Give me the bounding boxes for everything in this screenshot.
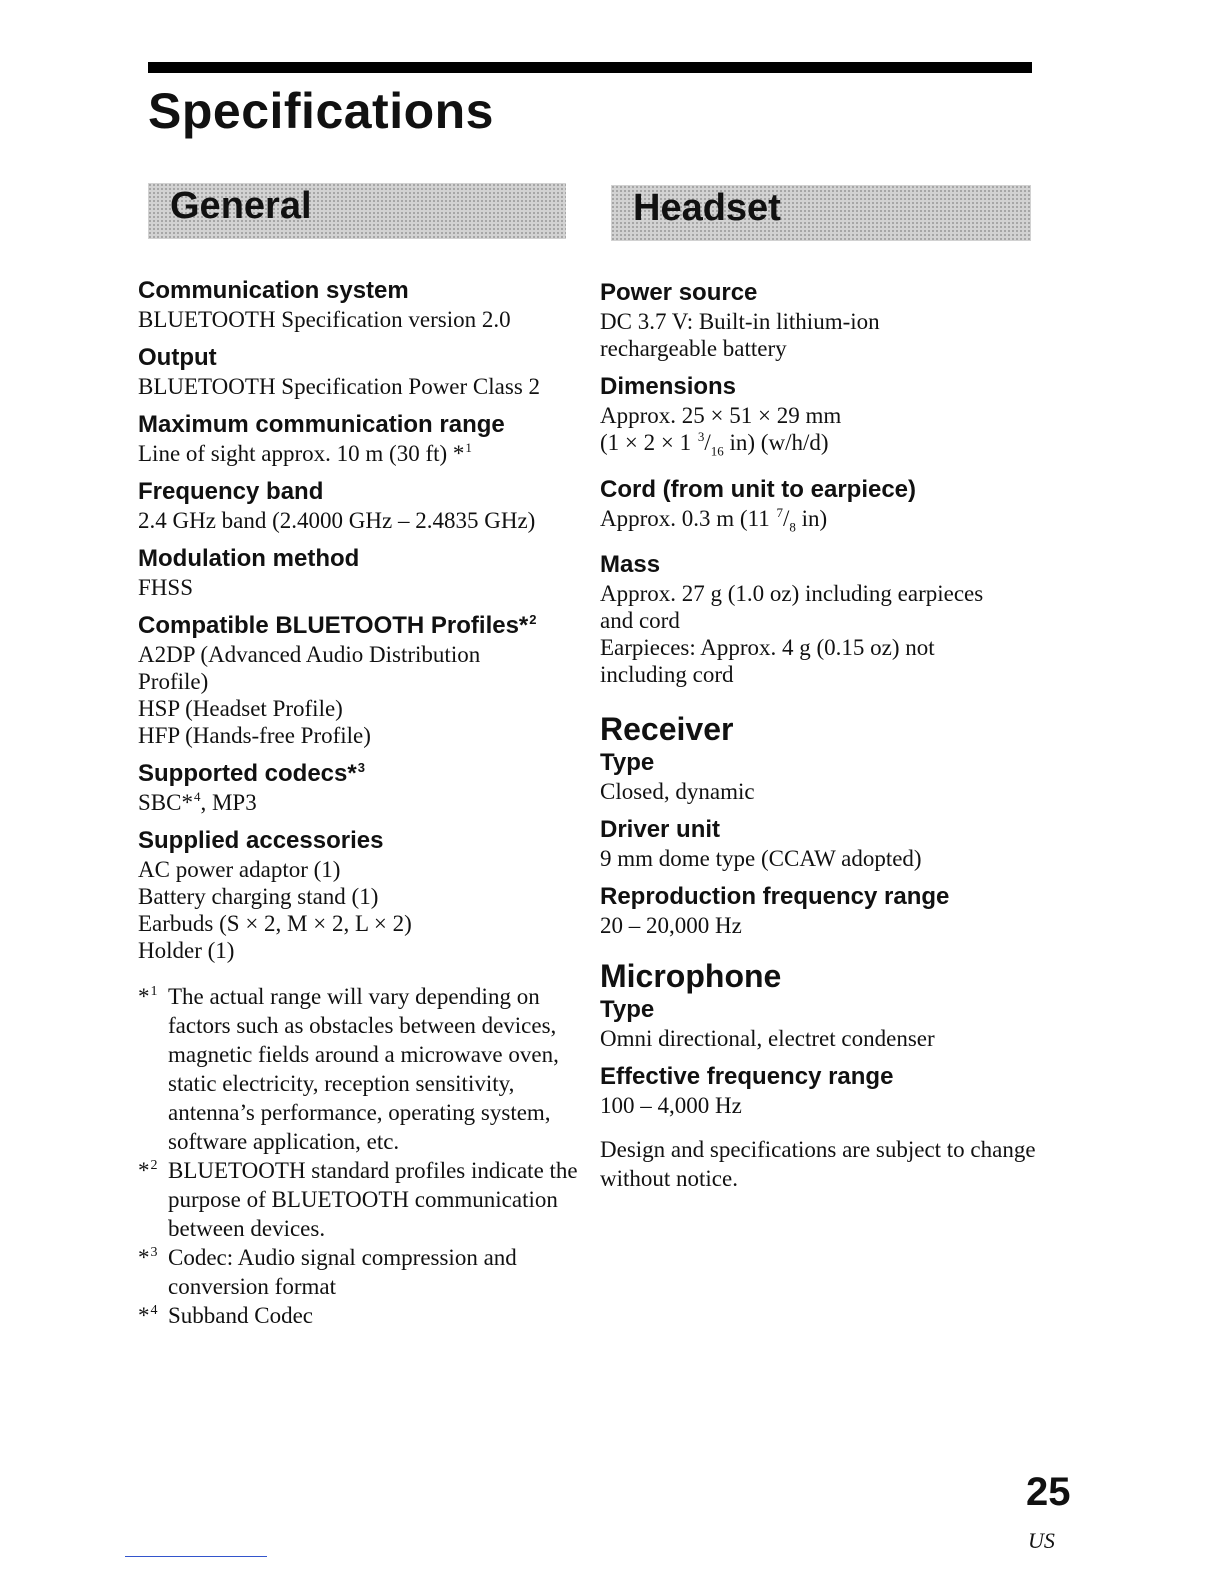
spec-accessories [138, 826, 578, 964]
spec-heading-text: Supported codecs* [138, 760, 357, 787]
spec-value: Holder (1) [138, 938, 235, 963]
spec-value: rechargeable battery [600, 336, 787, 361]
spec-heading-text: Compatible BLUETOOTH Profiles* [138, 612, 529, 639]
footnote-text: BLUETOOTH standard profiles indicate the purpose of BLUETOOTH communication between devices. [168, 1158, 578, 1241]
footnote-number: 1 [150, 984, 158, 999]
page-title: Specifications [148, 83, 494, 139]
spec-modulation [138, 544, 578, 601]
page-number: 25 [1026, 1470, 1071, 1514]
spec-receiver-type [600, 748, 1040, 805]
spec-heading: Power source [600, 279, 758, 306]
spec-value: Approx. 25 × 51 × 29 mm [600, 403, 842, 428]
spec-profiles [138, 611, 578, 749]
footnote-text: Subband Codec [168, 1303, 314, 1328]
footnote-text: The actual range will vary depending on factors such as obstacles between devices, magnetic fields around a microwave oven, static electricity, reception sensitivity, antenna’s performance, operating system, software application, etc. [168, 984, 559, 1154]
spec-value: A2DP (Advanced Audio Distribution [138, 642, 481, 667]
spec-heading: Driver unit [600, 816, 721, 844]
spec-heading: Type [600, 996, 655, 1024]
spec-value: BLUETOOTH Specification Power Class 2 [138, 374, 541, 399]
general-section-label: General [170, 185, 312, 227]
spec-value: HFP (Hands-free Profile) [138, 723, 371, 748]
spec-value: Approx. 0.3 m (11 $^7/_8$ in) [600, 504, 828, 535]
spec-heading [138, 611, 578, 641]
spec-max-range [138, 410, 578, 467]
footnote-star: * [138, 1245, 150, 1270]
spec-value: 100 – 4,000 Hz [600, 1093, 742, 1119]
spec-communication-system [138, 276, 578, 333]
spec-output [138, 343, 578, 400]
spec-heading: Supplied accessories [138, 827, 384, 854]
footnote-mark [138, 1301, 168, 1330]
footnote-text: Codec: Audio signal compression and conversion format [168, 1245, 517, 1299]
spec-value-text: SBC* [138, 790, 193, 815]
spec-reproduction-range [600, 882, 1040, 939]
spec-value: (1 × 2 × 1 $^3/_{16}$ in) (w/h/d) [600, 429, 829, 459]
spec-value: 2.4 GHz band (2.4000 GHz – 2.4835 GHz) [138, 508, 536, 533]
fraction-numerator: 3 [697, 429, 705, 444]
spec-value: DC 3.7 V: Built-in lithium-ion [600, 309, 880, 334]
spec-heading: Frequency band [138, 478, 324, 505]
spec-value: Approx. 27 g (1.0 oz) including earpieces [600, 581, 984, 607]
spec-value: including cord [600, 662, 734, 688]
footnote-number: 4 [150, 1303, 158, 1318]
headset-section-label: Headset [633, 187, 781, 229]
footnote-mark [138, 1156, 168, 1243]
receiver-title: Receiver [600, 711, 734, 748]
spec-value: Earbuds (S × 2, M × 2, L × 2) [138, 911, 412, 936]
spec-value [138, 789, 578, 816]
footnote-ref: 3 [357, 760, 365, 775]
footnote [138, 1301, 578, 1330]
spec-value: HSP (Headset Profile) [138, 696, 343, 721]
spec-value: BLUETOOTH Specification version 2.0 [138, 307, 511, 332]
spec-value-text: (1 × 2 × 1 [600, 430, 697, 455]
spec-value: Profile) [138, 669, 209, 694]
fraction-denominator: 8 [789, 519, 796, 535]
spec-heading: Modulation method [138, 545, 360, 572]
spec-value: Omni directional, electret condenser [600, 1026, 935, 1052]
spec-heading: Reproduction frequency range [600, 883, 950, 911]
region-code: US [1028, 1528, 1055, 1553]
footnote-number: 2 [150, 1158, 158, 1173]
footnote [138, 1243, 578, 1301]
spec-value-text: Line of sight approx. 10 m (30 ft) * [138, 441, 465, 466]
spec-heading: Maximum communication range [138, 411, 505, 438]
spec-value: 9 mm dome type (CCAW adopted) [600, 846, 922, 872]
footnote [138, 982, 578, 1156]
footnote [138, 1156, 578, 1243]
footnotes [138, 982, 578, 1330]
footnote-ref: 2 [529, 612, 537, 627]
spec-effective-range [600, 1062, 1040, 1119]
spec-heading: Dimensions [600, 373, 737, 400]
spec-value [138, 440, 578, 467]
footnote-mark [138, 982, 168, 1156]
headset-section-band [611, 185, 1031, 241]
general-column [138, 276, 578, 1330]
footnote-star: * [138, 1158, 150, 1183]
fraction-denominator: 16 [710, 443, 724, 459]
spec-heading: Cord (from unit to earpiece) [600, 475, 917, 503]
spec-value: and cord [600, 608, 680, 634]
spec-value-text: , MP3 [200, 790, 257, 815]
bottom-rule [125, 1556, 267, 1557]
spec-frequency-band [138, 477, 578, 534]
spec-value: Battery charging stand (1) [138, 884, 379, 909]
spec-value-text: in) (w/h/d) [723, 430, 829, 455]
footnote-star: * [138, 1303, 150, 1328]
footnote-star: * [138, 984, 150, 1009]
general-section-band [148, 183, 566, 239]
spec-dimensions [600, 372, 1040, 465]
footnote-ref: 1 [465, 440, 472, 455]
spec-codecs [138, 759, 578, 816]
top-rule [148, 62, 1032, 73]
microphone-title: Microphone [600, 958, 782, 995]
spec-heading: Communication system [138, 277, 409, 304]
spec-microphone-type [600, 995, 1040, 1052]
spec-mass [600, 550, 1040, 688]
design-notice: Design and specifications are subject to change without notice. [600, 1137, 1036, 1192]
footnote-ref: 4 [193, 789, 201, 804]
spec-heading: Mass [600, 551, 661, 579]
spec-heading: Effective frequency range [600, 1063, 894, 1091]
spec-value: 20 – 20,000 Hz [600, 913, 742, 939]
spec-driver-unit [600, 815, 1040, 872]
headset-column [600, 278, 1040, 1193]
spec-heading: Output [138, 344, 217, 371]
spec-value: FHSS [138, 575, 193, 600]
spec-value-text: in) [795, 505, 828, 531]
spec-value-text: Approx. 0.3 m (11 [600, 505, 776, 531]
spec-heading [138, 759, 578, 789]
spec-heading: Type [600, 749, 655, 777]
fraction-numerator: 7 [776, 504, 783, 520]
spec-power-source [600, 278, 1040, 362]
spec-value: Earpieces: Approx. 4 g (0.15 oz) not [600, 635, 935, 661]
footnote-number: 3 [150, 1245, 158, 1260]
spec-value: AC power adaptor (1) [138, 857, 341, 882]
spec-cord [600, 475, 1040, 541]
footnote-mark [138, 1243, 168, 1301]
spec-value: Closed, dynamic [600, 779, 755, 805]
